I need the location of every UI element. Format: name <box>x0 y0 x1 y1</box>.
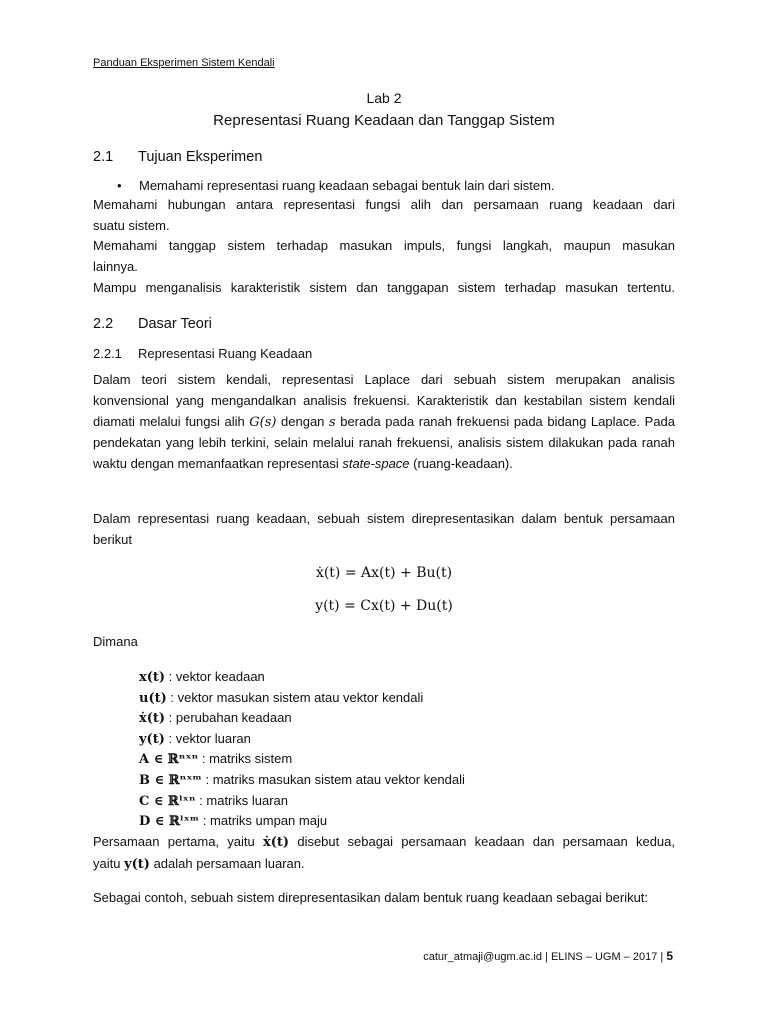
goal-line-1: Memahami hubungan antara representasi fungsi alih dan persamaan ruang keadaan dari <box>93 197 675 212</box>
section-heading-2-2-1 <box>93 346 312 361</box>
paragraph-laplace: Dalam teori sistem kendali, representasi Laplace dari sebuah sistem merupakan analisis konvensional yang mengandalkan analisis frekuensi. Karakteristik dan kestabilan sistem kendali diamati melalui fungsi alih G(s) dengan s berada pada ranah frekuensi pada bidang Laplace. Pada pendekatan yang lebih terkini, selain melalui ranah frekuensi, analisis sistem dilakukan pada ranah waktu dengan memanfaatkan representasi state-space (ruang-keadaan). <box>93 372 676 472</box>
definition-item: u(t) : vektor masukan sistem atau vektor kendali <box>139 689 424 706</box>
definition-list <box>139 667 465 832</box>
page-footer: catur_atmaji@ugm.ac.id | ELINS – UGM – 2017 | 5 <box>423 949 673 963</box>
paragraph-equation-names: Persamaan pertama, yaitu ẋ(t) disebut sebagai persamaan keadaan dan persamaan kedua, yaitu y(t) adalah persamaan luaran. <box>93 834 676 872</box>
goal-line-2: suatu sistem. <box>93 218 170 233</box>
section-heading-2-2 <box>93 316 212 332</box>
paragraph-example-intro: Sebagai contoh, sebuah sistem direpresentasikan dalam bentuk ruang keadaan sebagai berikut: <box>93 890 649 905</box>
definition-item: D ∈ ℝˡˣᵐ : matriks umpan maju <box>139 813 328 830</box>
lab-label: Lab 2 <box>366 90 402 106</box>
goal-line-3: Memahami tanggap sistem terhadap masukan impuls, fungsi langkah, maupun masukan <box>93 238 675 253</box>
section-number: 2.2.1 <box>93 346 122 361</box>
section-title: Representasi Ruang Keadaan <box>138 346 313 361</box>
running-header: Panduan Eksperimen Sistem Kendali <box>93 57 275 69</box>
state-space-term: state-space <box>342 456 410 472</box>
section-title: Tujuan Eksperimen <box>138 149 263 165</box>
output-equation: y(t) = Cx(t) + Du(t) <box>315 598 453 614</box>
section-heading-2-1 <box>93 149 262 165</box>
bullet-icon: • <box>117 178 122 193</box>
paragraph-state-space-intro: Dalam representasi ruang keadaan, sebuah sistem direpresentasikan dalam bentuk persamaan berikut <box>93 511 675 547</box>
page-number: 5 <box>666 949 673 963</box>
math-s: s <box>328 414 336 430</box>
goal-text: Memahami representasi ruang keadaan sebagai bentuk lain dari sistem. <box>139 178 555 193</box>
definition-item: y(t) : vektor luaran <box>139 730 251 747</box>
math-gs: G(s) <box>249 414 277 430</box>
definition-item: B ∈ ℝⁿˣᵐ : matriks masukan sistem atau vektor kendali <box>139 771 465 788</box>
goal-line-4: lainnya. <box>93 259 138 274</box>
definition-item: C ∈ ℝˡˣⁿ : matriks luaran <box>139 792 289 809</box>
section-number: 2.1 <box>93 149 114 165</box>
definition-item: A ∈ ℝⁿˣⁿ : matriks sistem <box>139 751 293 768</box>
section-number: 2.2 <box>93 316 114 332</box>
page-title: Representasi Ruang Keadaan dan Tanggap Sistem <box>213 112 555 129</box>
state-equation: ẋ(t) = Ax(t) + Bu(t) <box>315 565 453 581</box>
goal-line-5: Mampu menganalisis karakteristik sistem dan tanggapan sistem terhadap masukan tertentu. <box>93 280 675 295</box>
section-title: Dasar Teori <box>138 316 212 332</box>
definition-item: ẋ(t) : perubahan keadaan <box>139 710 292 727</box>
definition-item: x(t) : vektor keadaan <box>139 669 265 685</box>
goal-bullet-item <box>117 178 555 193</box>
dimana-label: Dimana <box>93 634 138 649</box>
